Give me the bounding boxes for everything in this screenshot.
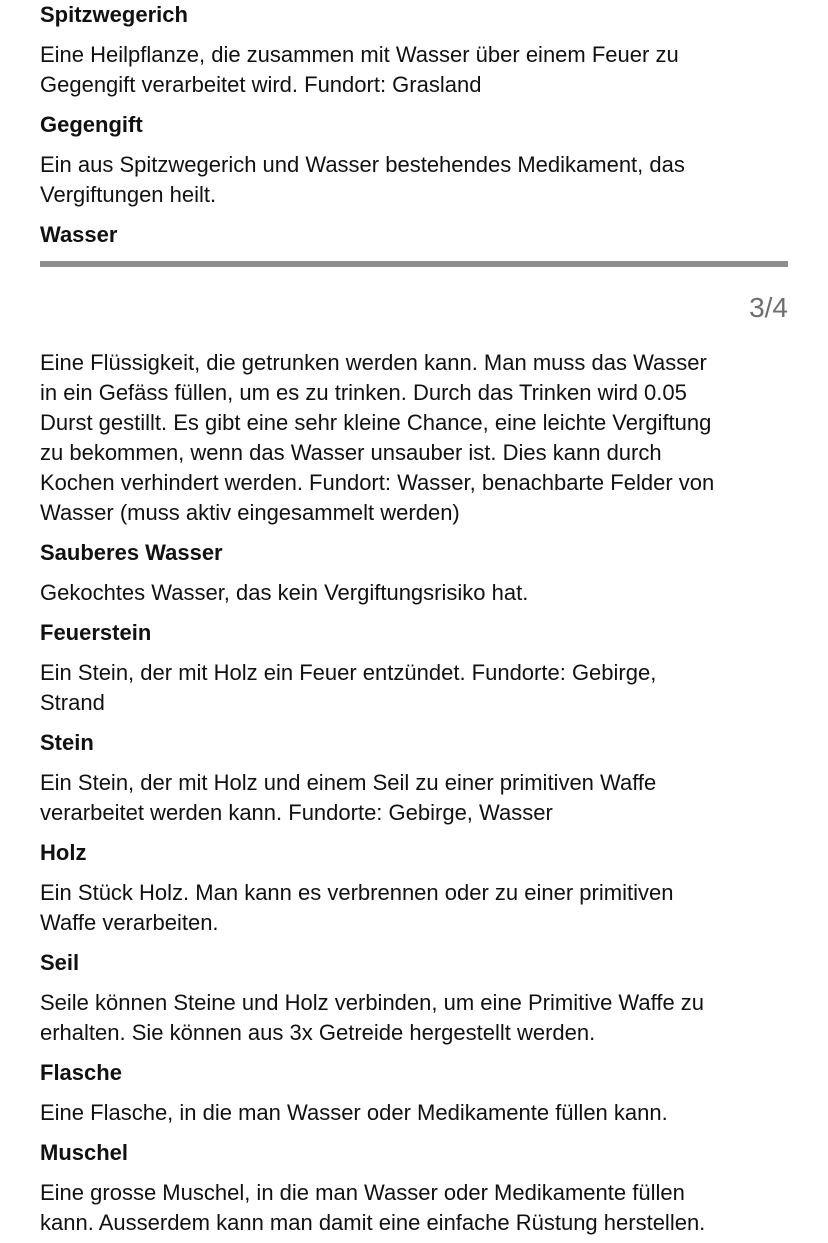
desc-line: Seile können Steine und Holz verbinden, um eine Primitive Waffe zu [40, 990, 705, 1015]
desc-line: kann. Ausserdem kann man damit eine einfache Rüstung herstellen. [40, 1210, 706, 1235]
entry-stein [40, 728, 94, 758]
entry-wasser [40, 220, 117, 250]
desc-line: Durst gestillt. Es gibt eine sehr kleine Chance, eine leichte Vergiftung [40, 410, 712, 435]
entry-desc [40, 878, 788, 938]
entry-sauberes-wasser [40, 538, 223, 568]
desc-line: Gegengift verarbeitet wird. Fundort: Grasland [40, 72, 482, 97]
entry-desc [40, 768, 788, 828]
entry-term: Feuerstein [40, 620, 152, 645]
desc-line: erhalten. Sie können aus 3x Getreide hergestellt werden. [40, 1020, 596, 1045]
desc-line: verarbeitet werden kann. Fundorte: Gebirge, Wasser [40, 800, 553, 825]
entry-desc [40, 1178, 788, 1238]
entry-desc [40, 988, 788, 1048]
desc-line: Wasser (muss aktiv eingesammelt werden) [40, 500, 460, 525]
entry-term: Seil [40, 950, 80, 975]
desc-line: zu bekommen, wenn das Wasser unsauber ist. Dies kann durch [40, 440, 662, 465]
desc-line: Eine Flüssigkeit, die getrunken werden kann. Man muss das Wasser [40, 350, 707, 375]
entry-desc-wasser [40, 348, 788, 528]
entry-term: Flasche [40, 1060, 122, 1085]
entry-seil [40, 948, 79, 978]
entry-desc [40, 150, 788, 210]
desc-line: in ein Gefäss füllen, um es zu trinken. Durch das Trinken wird 0.05 [40, 380, 687, 405]
desc-line: Vergiftungen heilt. [40, 182, 217, 207]
page-divider [40, 261, 788, 267]
page-number [40, 292, 788, 324]
desc-line: Gekochtes Wasser, das kein Vergiftungsrisiko hat. [40, 580, 529, 605]
desc-line: Eine Heilpflanze, die zusammen mit Wasser über einem Feuer zu [40, 42, 679, 67]
entry-term: Wasser [40, 222, 118, 247]
entry-holz [40, 838, 86, 868]
entry-term: Sauberes Wasser [40, 540, 223, 565]
entry-muschel [40, 1138, 128, 1168]
desc-line: Waffe verarbeiten. [40, 910, 219, 935]
entry-gegengift [40, 110, 143, 140]
entry-flasche [40, 1058, 122, 1088]
desc-line: Ein aus Spitzwegerich und Wasser bestehendes Medikament, das [40, 152, 685, 177]
desc-line: Eine Flasche, in die man Wasser oder Medikamente füllen kann. [40, 1100, 668, 1125]
desc-line: Kochen verhindert werden. Fundort: Wasser, benachbarte Felder von [40, 470, 715, 495]
desc-line: Ein Stein, der mit Holz ein Feuer entzündet. Fundorte: Gebirge, [40, 660, 657, 685]
entry-term: Stein [40, 730, 94, 755]
entry-desc [40, 578, 788, 608]
entry-term: Muschel [40, 1140, 129, 1165]
entry-desc [40, 40, 788, 100]
desc-line: Strand [40, 690, 105, 715]
entry-desc [40, 1098, 788, 1128]
entry-desc [40, 658, 788, 718]
entry-feuerstein [40, 618, 151, 648]
desc-line: Eine grosse Muschel, in die man Wasser oder Medikamente füllen [40, 1180, 685, 1205]
entry-term: Holz [40, 840, 87, 865]
entry-term: Gegengift [40, 112, 143, 137]
page-number-text: 3/4 [749, 292, 788, 323]
desc-line: Ein Stück Holz. Man kann es verbrennen oder zu einer primitiven [40, 880, 674, 905]
entry-term: Spitzwegerich [40, 2, 188, 27]
desc-line: Ein Stein, der mit Holz und einem Seil zu einer primitiven Waffe [40, 770, 657, 795]
entry-spitzwegerich [40, 0, 188, 30]
